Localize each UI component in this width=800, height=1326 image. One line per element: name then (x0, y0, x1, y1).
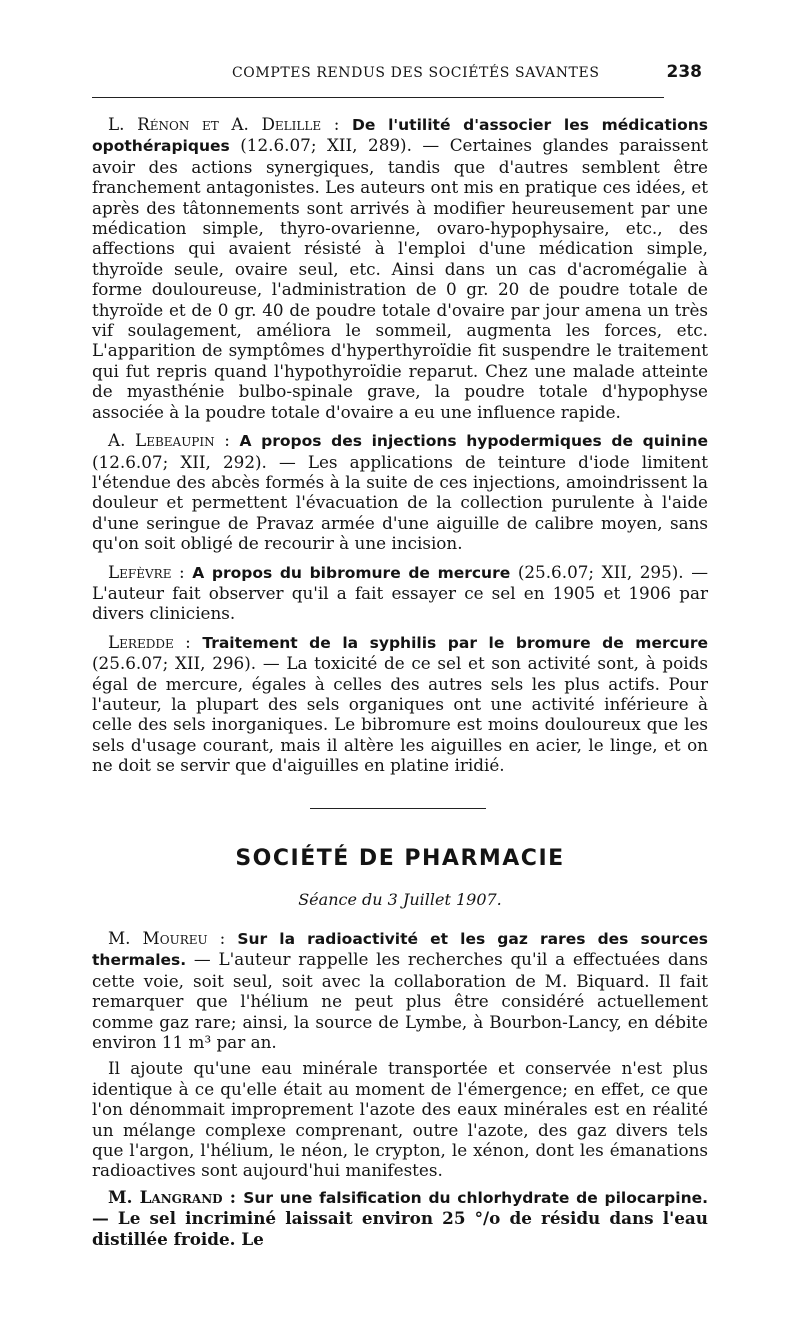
entry-title: Traitement de la syphilis par le bromure de mercure (202, 633, 708, 652)
entry-langrand (92, 1187, 708, 1249)
entry-text: (12.6.07; XII, 292). — Les applications de teinture d'iode limitent l'étendue des abcès formés à la suite de ces injections, amoindrissent la douleur et permettent l'évacuation de la collection purulente à l'aide d'une seringue de Pravaz armée d'une aiguille de calibre moyen, sans qu'on soit obligé de recourir à une incision. (92, 451, 708, 554)
entry-title: A propos du bibromure de mercure (192, 563, 511, 582)
article-body (92, 114, 708, 784)
entry-text: (12.6.07; XII, 289). — Certaines glandes paraissent avoir des actions synergiques, tandis que d'autres semblent être franchement antagonistes. Les auteurs ont mis en pratique ces idées, et après des tâtonnements sont arrivés à modifier heureusement par une médication simple, thyro-ovarienne, ovaro-hypophysaire, etc., des affections qui avaient résisté à l'emploi d'une médication simple, thyroïde seule, ovaire seul, etc. Ainsi dans un cas d'acromégalie à forme douloureuse, l'administration de 0 gr. 20 de poudre totale de thyroïde et de 0 gr. 40 de poudre totale d'ovaire par jour amena un très vif soulagement, améliora le sommeil, augmenta les forces, etc. L'apparition de symptômes d'hyperthyroïdie fit suspendre le traitement qui fut repris quand l'hypothyroïdie reparut. Chez une malade atteinte de myasthénie bulbo-spinale grave, la poudre totale d'hypophyse associée à la poudre totale d'ovaire a eu une influence rapide. (92, 135, 708, 422)
entry-authors: L. Rénon et A. Delille : (108, 114, 340, 134)
entry-authors: M. Moureu : (108, 928, 226, 948)
entry-authors: Leredde : (108, 631, 191, 652)
running-title: COMPTES RENDUS DES SOCIÉTÉS SAVANTES (232, 65, 600, 81)
section-body (92, 928, 708, 1255)
entry-title: A propos des injections hypodermiques de quinine (239, 432, 708, 451)
entry-text: (25.6.07; XII, 295). — L'auteur fait observer qu'il a fait essayer ce sel en 1905 et 1906 par divers cliniciens. (92, 561, 708, 624)
entry-text: (25.6.07; XII, 296). — La toxicité de ce sel et son activité sont, à poids égal de mercure, égales à celles des autres sels les plus actifs. Pour l'auteur, la plupart des sels organiques ont une activité inférieure à celle des sels inorganiques. Le bibromure est moins douloureux que les sels d'usage courant, mais il altère les aiguilles en acier, le linge, et on ne doit se servir que d'aiguilles en platine iridié. (92, 653, 708, 776)
entry-authors: Lefèvre : (108, 561, 185, 582)
entry-authors: M. Langrand : (108, 1186, 236, 1207)
entry-moureu-continued (92, 1058, 708, 1180)
section-divider (310, 808, 486, 809)
entry-title: De l'utilité d'associer les médications opothérapiques (92, 116, 708, 156)
entry-title: Sur la radioactivité et les gaz rares des sources thermales. (92, 930, 708, 970)
header-rule (92, 97, 664, 98)
session-date: Séance du 3 Juillet 1907. (298, 890, 502, 909)
entry-authors: A. Lebeaupin : (108, 430, 230, 451)
entry-lebeaupin (92, 430, 708, 553)
entry-text: — L'auteur rappelle les recherches qu'il a effectuées dans cette voie, soit seul, soit avec la collaboration de M. Biquard. Il fait remarquer que l'hélium ne peut plus être considéré actuellement comme gaz rare; ainsi, la source de Lymbe, à Bourbon-Lancy, en débite environ 11 m³ par an. (92, 949, 708, 1053)
entry-text: — Le sel incriminé laissait environ 25 °/o de résidu dans l'eau distillée froide. Le (92, 1208, 708, 1249)
section-heading: SOCIÉTÉ DE PHARMACIE (235, 846, 565, 871)
entry-title: Sur une falsification du chlorhydrate de pilocarpine. (243, 1188, 708, 1207)
entry-text: Il ajoute qu'une eau minérale transportée et conservée n'est plus identique à ce qu'elle était au moment de l'émergence; en effet, ce que l'on dénommait improprement l'azote des eaux minérales est en réalité un mélange complexe comprenant, outre l'azote, des gaz divers tels que l'argon, l'hélium, le néon, le crypton, le xénon, dont les émanations radioactives sont aujourd'hui manifestes. (92, 1058, 708, 1181)
page-header (92, 62, 708, 86)
entry-lefevre (92, 562, 708, 624)
page-number: 238 (666, 62, 702, 82)
entry-moureu (92, 928, 708, 1052)
entry-renon-delille (92, 114, 708, 422)
entry-leredde (92, 632, 708, 776)
